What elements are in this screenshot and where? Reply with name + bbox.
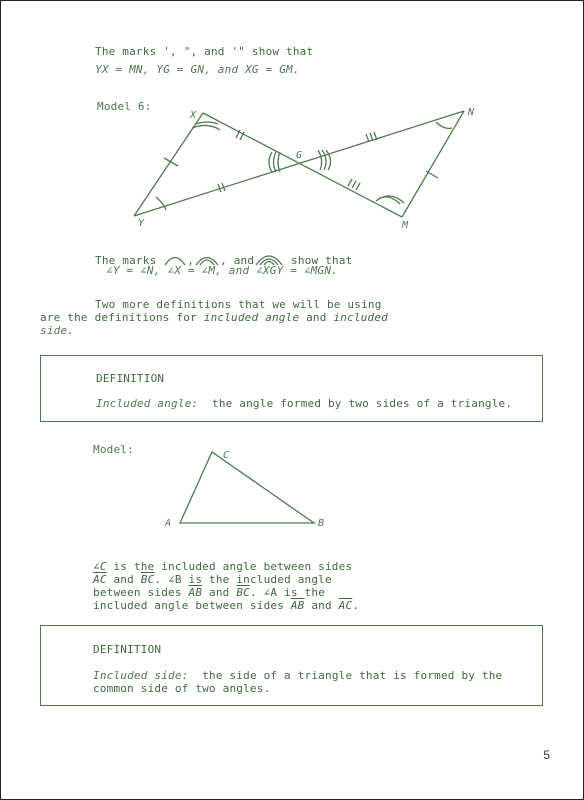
defs-intro-line-2 — [40, 311, 388, 324]
page-number: 5 — [543, 748, 550, 762]
definition-box-included-side — [40, 625, 543, 706]
included-text-1: is the included angle between sides — [106, 560, 353, 573]
definition-term: Included side: — [93, 669, 189, 682]
model-triangle-figure — [160, 443, 340, 533]
included-line-2 — [93, 573, 332, 586]
and-text: and — [304, 599, 339, 612]
term-included-angle: included angle — [203, 311, 300, 324]
model6-figure — [120, 100, 490, 230]
model6-label: Model 6: — [97, 100, 152, 113]
definition-text-line-1 — [93, 669, 502, 682]
included-text-5: included angle between sides — [93, 599, 291, 612]
definition-box-included-angle — [40, 355, 543, 422]
point-n-label: N — [468, 107, 475, 118]
definition-heading: DEFINITION — [93, 643, 162, 656]
model-label: Model: — [93, 443, 134, 456]
and-text: and — [106, 573, 141, 586]
defs-intro-line-1: Two more definitions that we will be using — [95, 298, 382, 311]
term-included: included — [333, 311, 388, 324]
defs-intro-line-3: side. — [40, 324, 75, 337]
arcs-sep-1: , — [187, 254, 195, 267]
definition-body: the side of a triangle that is formed by the — [202, 669, 503, 682]
defs-intro-and: and — [299, 311, 334, 324]
included-line-1 — [93, 560, 352, 573]
arcs-post: show that — [291, 254, 353, 267]
point-m-label: M — [402, 220, 409, 230]
definition-text — [96, 397, 512, 410]
definition-text-line-2: common side of two angles. — [93, 682, 271, 695]
intro-line-1: The marks ', ", and '" show that — [95, 45, 314, 58]
segment-ac: $\overline{AC}$ — [338, 599, 353, 612]
segment-bc: $\overline{BC}$ — [140, 573, 155, 586]
segment-ab: $\overline{AB}$ — [290, 599, 305, 612]
included-text-4: . ∠A is the — [249, 586, 326, 599]
segment-bc: $\overline{BC}$ — [236, 586, 250, 599]
included-line-4 — [93, 599, 359, 612]
included-line-3 — [93, 586, 325, 599]
angle-c: ∠C — [93, 560, 107, 573]
defs-intro-text: are the definitions for — [40, 311, 204, 324]
point-a-label: A — [165, 518, 172, 529]
arcs-pre: The marks — [95, 254, 157, 267]
point-c-label: C — [223, 450, 230, 461]
arcs-line-2: ∠Y = ∠N, ∠X = ∠M, and ∠XGY = ∠MGN. — [106, 264, 338, 277]
point-y-label: Y — [138, 218, 145, 229]
definition-heading: DEFINITION — [96, 372, 165, 385]
segment-ab: $\overline{AB}$ — [188, 586, 203, 599]
included-text-3: between sides — [93, 586, 189, 599]
segment-ac: $\overline{AC}$ — [93, 573, 107, 586]
arcs-sep-2: , and — [220, 254, 255, 267]
definition-term: Included angle: — [96, 397, 199, 410]
point-b-label: B — [318, 518, 325, 529]
point-x-label: X — [190, 110, 197, 121]
intro-line-2: YX = MN, YG = GN, and XG = GM. — [95, 63, 300, 76]
point-g-label: G — [296, 150, 303, 161]
included-text-2: . ∠B is the included angle — [154, 573, 332, 586]
period: . — [352, 599, 360, 612]
and-text: and — [202, 586, 237, 599]
definition-body: the angle formed by two sides of a triangle. — [212, 397, 513, 410]
